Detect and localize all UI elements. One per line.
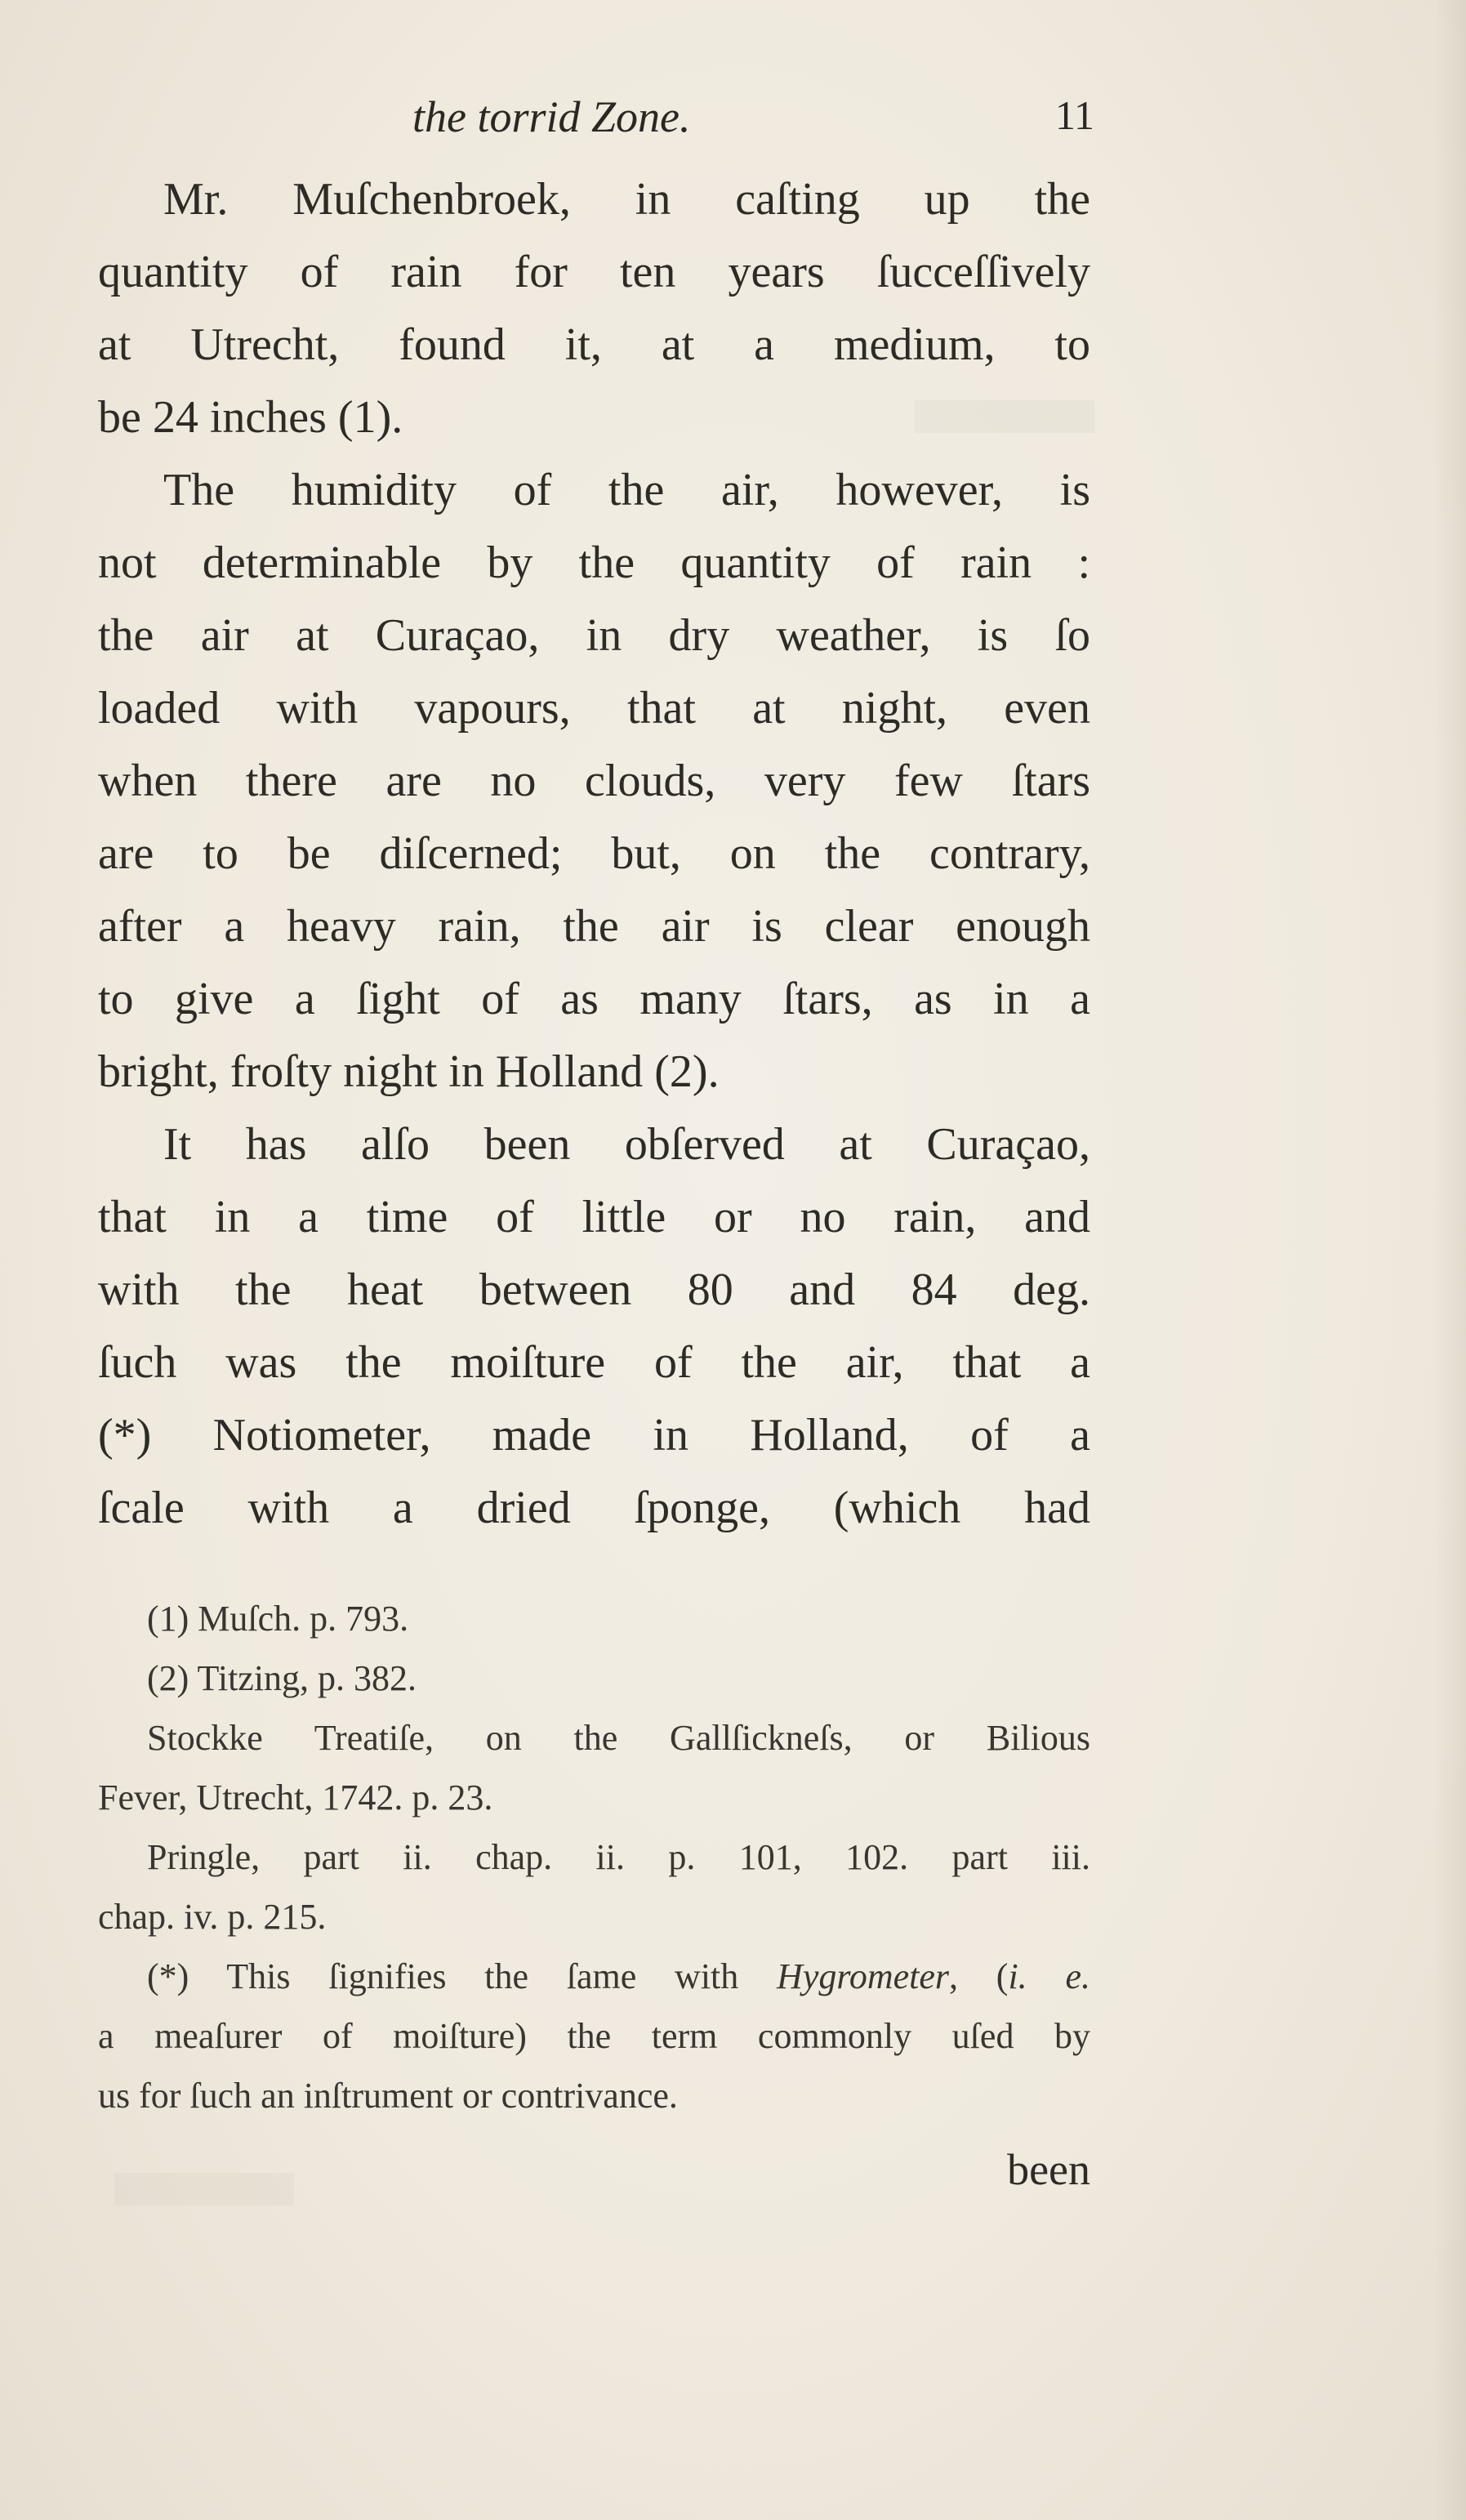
text-line: Mr. Muſchenbroek, in caſting up the: [163, 174, 1090, 225]
text-line: quantity of rain for ten years ſucceſſively: [98, 247, 1090, 297]
running-head: [98, 91, 1094, 157]
text-line: the air at Curaçao, in dry weather, is ſo: [98, 610, 1090, 661]
show-through-smudge: [915, 400, 1094, 433]
text-line: with the heat between 80 and 84 deg.: [98, 1264, 1090, 1315]
text-line: are to be diſcerned; but, on the contrary,: [98, 828, 1090, 879]
footnote-3-line-1: Stockke Treatiſe, on the Gallſickneſs, or Bilious: [147, 1718, 1090, 1758]
catchword: been: [1007, 2145, 1090, 2194]
footnote-5-text: (*) This ſignifies the ſame with: [147, 1956, 778, 1996]
footnote-5-line-1: [98, 1947, 1090, 2006]
footnote-5-line-2: a meaſurer of moiſture) the term commonly uſed by: [98, 2016, 1090, 2056]
text-line: ſcale with a dried ſponge, (which had: [98, 1483, 1090, 1533]
body-text: [98, 163, 1090, 1545]
page-number: 11: [1054, 92, 1094, 138]
text-line: to give a ſight of as many ſtars, as in a: [98, 974, 1090, 1024]
text-line: (*) Notiometer, made in Holland, of a: [98, 1410, 1090, 1461]
footnote-5-line-3: us for ſuch an inſtrument or contrivance.: [98, 2076, 678, 2116]
footnote-1: (1) Muſch. p. 793.: [147, 1599, 409, 1639]
text-line: The humidity of the air, however, is: [163, 465, 1090, 515]
text-line: loaded with vapours, that at night, even: [98, 683, 1090, 734]
footnote-3-line-2: Fever, Utrecht, 1742. p. 23.: [98, 1777, 493, 1818]
text-line: not determinable by the quantity of rain :: [98, 537, 1090, 588]
text-line: ſuch was the moiſture of the air, that a: [98, 1337, 1090, 1388]
show-through-smudge: [114, 2173, 294, 2206]
text-line: that in a time of little or no rain, and: [98, 1192, 1090, 1242]
footnote-4-line-2: chap. iv. p. 215.: [98, 1897, 327, 1937]
text-line: be 24 inches (1).: [98, 392, 403, 443]
paragraph-2: [98, 454, 1090, 1108]
page-edge-shadow: [1433, 0, 1466, 2520]
footnote-4-line-1: Pringle, part ii. chap. ii. p. 101, 102. part iii.: [147, 1837, 1090, 1877]
footnote-5-italic-abbrev: i. e.: [1008, 1956, 1090, 1996]
text-line: bright, froſty night in Holland (2).: [98, 1046, 720, 1097]
footnotes: [98, 1589, 1090, 2125]
text-line: It has alſo been obſerved at Curaçao,: [163, 1119, 1090, 1170]
running-head-title: the torrid Zone.: [412, 92, 691, 141]
footnote-2: (2) Titzing, p. 382.: [147, 1658, 417, 1698]
paragraph-3: [98, 1108, 1090, 1545]
footnote-5-punct: , (: [949, 1956, 1009, 1996]
text-line: when there are no clouds, very few ſtars: [98, 756, 1090, 806]
text-line: after a heavy rain, the air is clear enough: [98, 901, 1090, 952]
footnote-5-italic-term: Hygrometer: [777, 1956, 950, 1996]
text-line: at Utrecht, found it, at a medium, to: [98, 319, 1090, 370]
